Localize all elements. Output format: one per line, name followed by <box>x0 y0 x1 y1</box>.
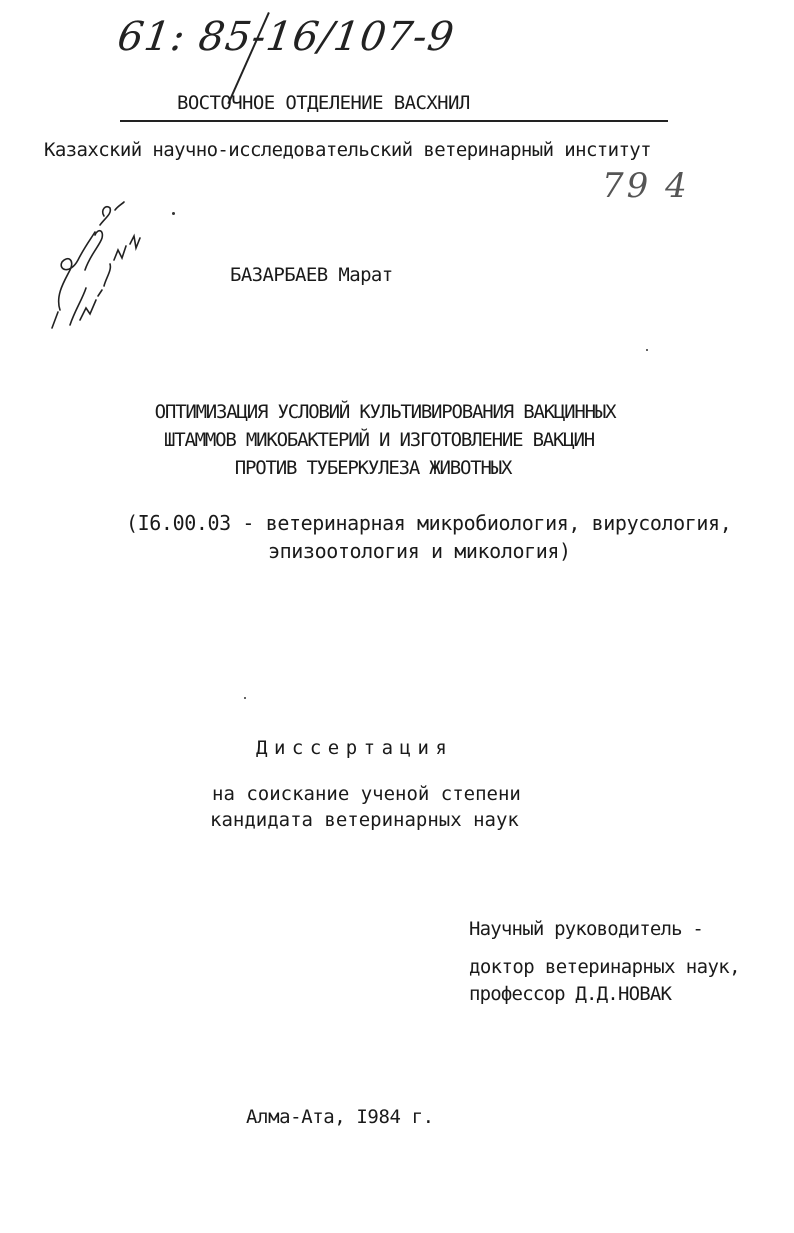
title-line-2: ШТАММОВ МИКОБАКТЕРИЙ И ИЗГОТОВЛЕНИЕ ВАКЦИН <box>163 429 595 451</box>
institute-name: Казахский научно-исследовательский ветеринарный институт <box>44 139 651 161</box>
scan-speck <box>646 349 648 351</box>
degree-line-1: на соискание ученой степени <box>212 783 521 805</box>
specialty-line-2: эпизоотология и микология) <box>268 539 571 563</box>
supervisor-line-3: профессор Д.Д.НОВАК <box>469 983 672 1005</box>
city-year: Алма-Ата, I984 г. <box>246 1106 434 1128</box>
supervisor-line-2: доктор ветеринарных наук, <box>469 956 740 978</box>
scan-speck <box>172 212 175 215</box>
branch-name: ВОСТОЧНОЕ ОТДЕЛЕНИЕ ВАСХНИЛ <box>177 92 470 114</box>
title-line-3: ПРОТИВ ТУБЕРКУЛЕЗА ЖИВОТНЫХ <box>234 457 512 479</box>
degree-line-2: кандидата ветеринарных наук <box>210 809 519 831</box>
specialty-line-1: (I6.00.03 - ветеринарная микробиология, вирусология, <box>126 511 732 535</box>
title-line-1: ОПТИМИЗАЦИЯ УСЛОВИЙ КУЛЬТИВИРОВАНИЯ ВАКЦИННЫХ <box>154 401 616 423</box>
scan-speck <box>244 697 246 699</box>
author-name: БАЗАРБАЕВ Марат <box>230 264 393 286</box>
handwritten-corner-number: 79 4 <box>602 166 690 206</box>
handwritten-signature-stamp <box>40 200 160 350</box>
header-divider <box>120 120 668 122</box>
supervisor-line-1: Научный руководитель - <box>469 918 704 940</box>
dissertation-label: Диссертация <box>256 737 454 759</box>
handwritten-registration-number: 61: 85-16/107-9 <box>114 14 458 60</box>
